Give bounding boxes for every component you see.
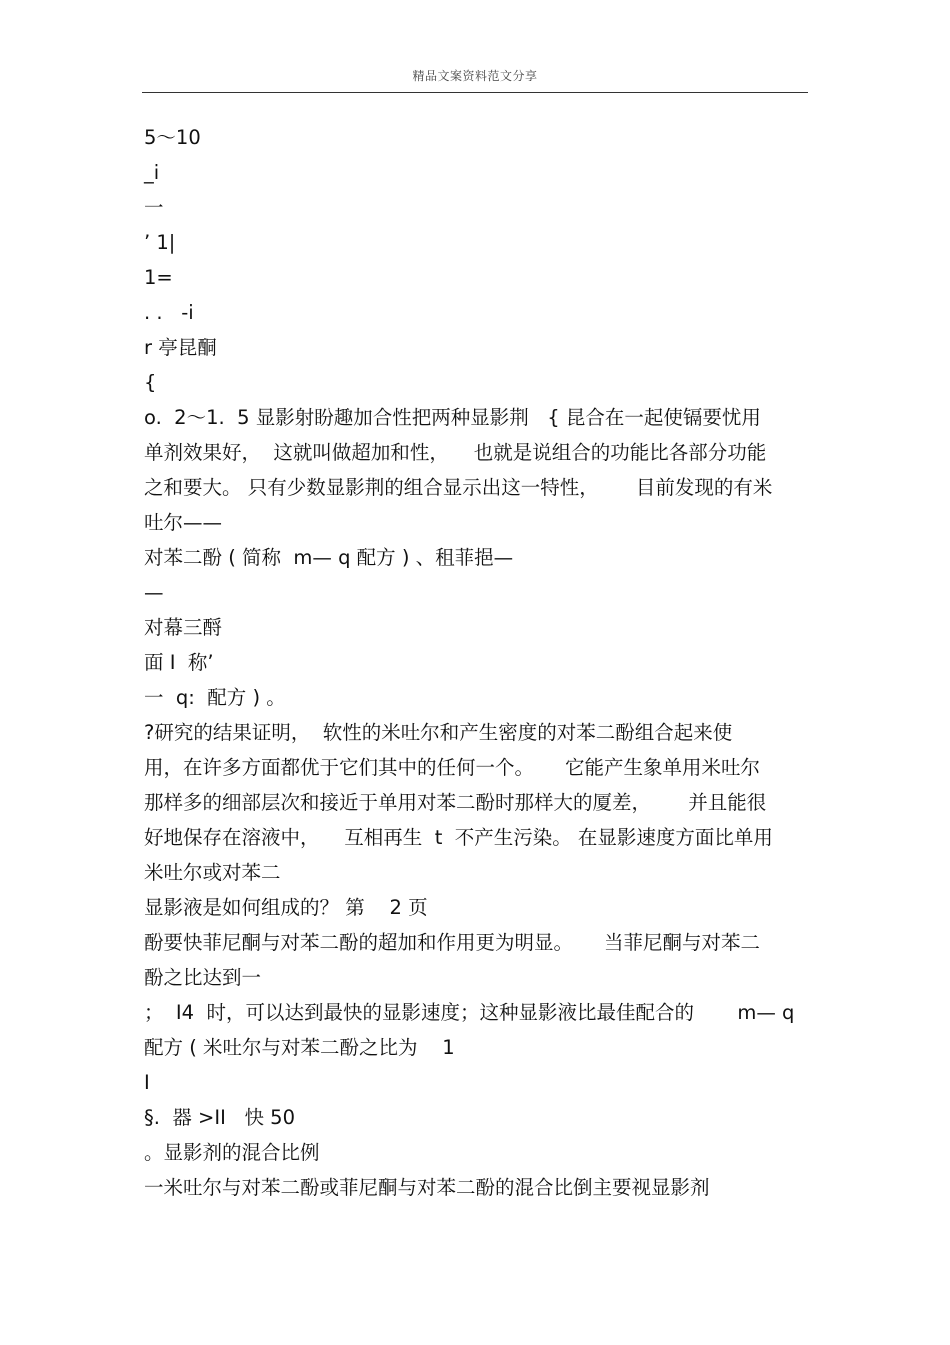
page-header (142, 62, 808, 93)
text-line-10: 单剂效果好， 这就叫做超加和性， 也就是说组合的功能比各部分功能 (144, 441, 767, 464)
text-line-23: 显影液是如何组成的？ 第 2 页 (144, 896, 428, 919)
text-line-3: 一 (144, 196, 164, 219)
text-line-21: 好地保存在溶液中， 互相再生 t 不产生污染。 在显影速度方面比单用 (144, 826, 773, 849)
text-line-30: 。显影剂的混合比例 (144, 1141, 320, 1164)
text-line-17: 一 q: 配方 ) 。 (144, 686, 286, 709)
text-line-7: r 亭昆酮 (144, 336, 217, 359)
text-line-14: — (144, 581, 164, 604)
text-line-8: { (144, 371, 157, 394)
header-title: 精品文案资料范文分享 (412, 69, 538, 83)
text-line-1: 5〜10 (144, 126, 201, 149)
text-line-15: 对幕三酹 (144, 616, 223, 639)
text-line-28: I (144, 1071, 150, 1094)
text-line-5: 1= (144, 266, 173, 289)
text-line-11: 之和要大。 只有少数显影荆的组合显示出这一特性， 目前发现的有米 (144, 476, 773, 499)
text-line-31: 一米吐尔与对苯二酚或菲尼酮与对苯二酚的混合比倒主要视显影剂 (144, 1176, 710, 1199)
text-line-29: §. 器 >II 快 50 (144, 1106, 295, 1129)
text-line-4: ’ 1| (144, 231, 176, 254)
text-line-12: 吐尔—— (144, 511, 223, 534)
text-line-22: 米吐尔或对苯二 (144, 861, 281, 884)
text-line-18: ?研究的结果证明， 软性的米吐尔和产生密度的对苯二酚组合起来使 (144, 721, 733, 744)
text-line-2: _i (144, 161, 160, 184)
text-line-6: . . -i (144, 301, 194, 324)
text-line-26: ； I4 时，可以达到最快的显影速度；这种显影液比最佳配合的 m— q (144, 1001, 795, 1024)
text-line-25: 酚之比达到一 (144, 966, 262, 989)
text-line-27: 配方 ( 米吐尔与对苯二酚之比为 1 (144, 1036, 455, 1059)
text-line-20: 那样多的细部层次和接近于单用对苯二酚时那样大的厦差， 并且能很 (144, 791, 767, 814)
text-line-16: 面 I 称’ (144, 651, 214, 674)
text-line-13: 对苯二酚 ( 简称 m— q 配方 ) 、租菲挹— (144, 546, 514, 569)
text-line-9: o. 2〜1. 5 显影射盼趣加合性把两种显影荆 { 昆合在一起使镉要忧用 (144, 406, 761, 429)
text-line-24: 酚要快菲尼酮与对苯二酚的超加和作用更为明显。 当菲尼酮与对苯二 (144, 931, 760, 954)
text-line-19: 用，在许多方面都优于它们其中的任何一个。 它能产生象单用米吐尔 (144, 756, 760, 779)
